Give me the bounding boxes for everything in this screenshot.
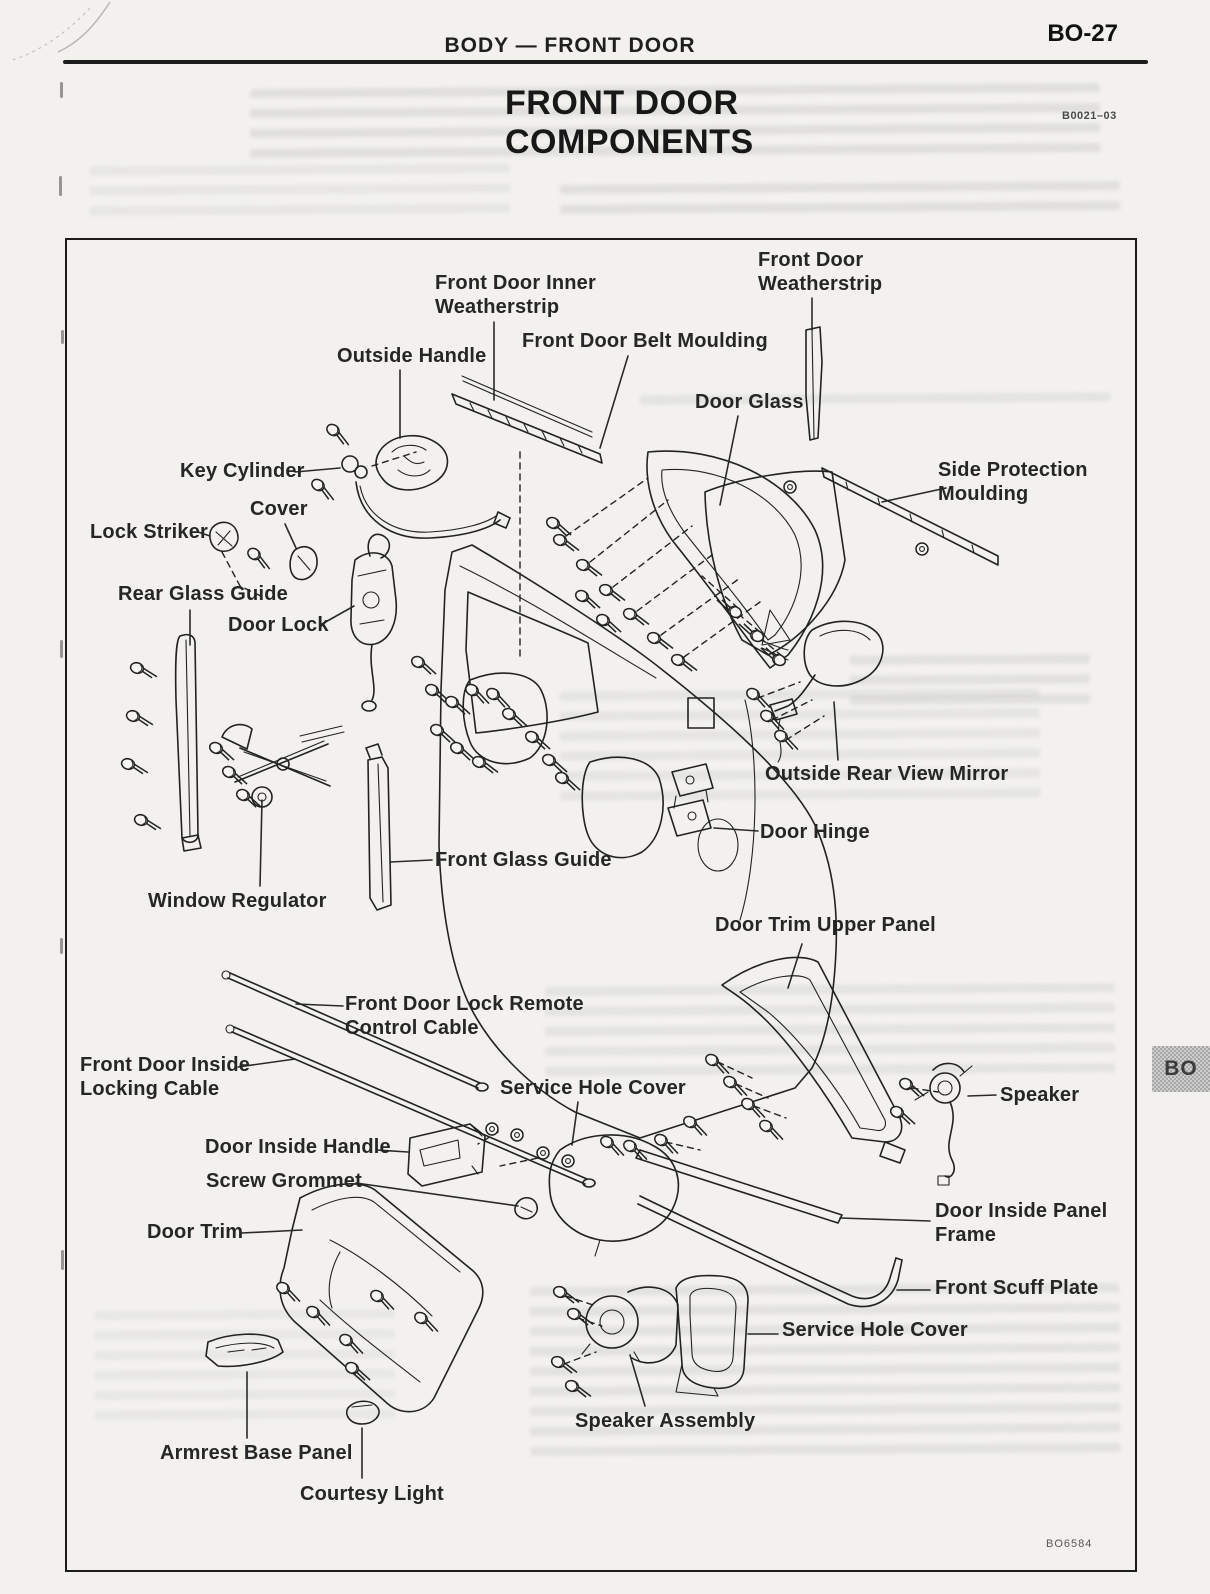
part-label-speaker-assembly: Speaker Assembly: [575, 1410, 756, 1432]
armrest-base-panel-drawing: [206, 1334, 283, 1366]
door-inside-panel-frame-drawing: [636, 1150, 842, 1223]
part-label-door-glass: Door Glass: [695, 391, 804, 413]
leader-lines: [190, 298, 996, 1478]
section-side-tab-label: BO: [1164, 1057, 1198, 1080]
part-label-lock-striker: Lock Striker: [90, 521, 209, 543]
figure-title-line2: COMPONENTS: [505, 123, 754, 161]
part-label-side-protection-moulding: Side Protection Moulding: [938, 459, 1088, 505]
door-hinge-drawing: [668, 764, 713, 836]
front-door-belt-moulding-drawing: [452, 376, 602, 463]
part-label-door-hinge: Door Hinge: [760, 821, 870, 843]
service-hole-cover-upper-drawing: [549, 1135, 678, 1256]
section-side-tab: [1152, 1046, 1210, 1092]
window-frame-drawing: [647, 451, 823, 668]
part-label-front-door-inside-locking-cable: Front Door Inside Locking Cable: [80, 1054, 251, 1100]
door-trim-upper-panel-drawing: [722, 957, 905, 1163]
part-label-outside-handle: Outside Handle: [337, 345, 487, 367]
part-label-door-trim-upper-panel: Door Trim Upper Panel: [715, 914, 936, 936]
courtesy-light-drawing: [347, 1401, 379, 1424]
part-label-outside-rear-view-mirror: Outside Rear View Mirror: [765, 763, 1009, 785]
part-label-door-inside-panel-frame: Door Inside Panel Frame: [935, 1200, 1108, 1246]
part-label-door-trim: Door Trim: [147, 1221, 244, 1243]
part-label-armrest-base-panel: Armrest Base Panel: [160, 1442, 353, 1464]
part-label-door-inside-handle: Door Inside Handle: [205, 1136, 391, 1158]
inside-locking-cable-drawing: [226, 1025, 595, 1187]
part-label-front-door-belt-moulding: Front Door Belt Moulding: [522, 330, 768, 352]
door-glass-drawing: [705, 471, 845, 660]
figure-title-line1: FRONT DOOR: [505, 84, 739, 122]
part-label-service-hole-cover-lower: Service Hole Cover: [782, 1319, 968, 1341]
service-hole-cover-lower-drawing: [676, 1276, 748, 1397]
figure-footer-code: BO6584: [1046, 1538, 1093, 1550]
cover-drawing: [290, 547, 317, 580]
front-scuff-plate-drawing: [638, 1196, 902, 1307]
part-label-screw-grommet: Screw Grommet: [206, 1170, 362, 1192]
outside-handle-drawing: [376, 436, 447, 490]
front-door-weatherstrip-drawing: [806, 327, 822, 440]
part-label-front-door-inner-weatherstrip: Front Door Inner Weatherstrip: [435, 272, 596, 318]
screw-grommet-drawing: [515, 1198, 537, 1219]
figure-code: B0021–03: [1062, 110, 1117, 122]
part-label-front-glass-guide: Front Glass Guide: [435, 849, 612, 871]
part-label-front-door-weatherstrip: Front Door Weatherstrip: [758, 249, 883, 295]
rear-glass-guide-drawing: [176, 635, 201, 851]
part-label-speaker: Speaker: [1000, 1084, 1080, 1106]
page-number: BO-27: [1047, 20, 1118, 47]
part-label-cover: Cover: [250, 498, 308, 520]
front-glass-guide-drawing: [366, 744, 391, 910]
part-label-door-lock: Door Lock: [228, 614, 329, 636]
section-title: BODY — FRONT DOOR: [444, 34, 696, 57]
door-inside-handle-drawing: [408, 1124, 485, 1186]
door-lock-drawing: [351, 534, 396, 711]
part-label-service-hole-cover-upper: Service Hole Cover: [500, 1077, 686, 1099]
key-cylinder-drawing: [342, 456, 510, 538]
part-label-front-door-lock-remote-control-cable: Front Door Lock Remote Control Cable: [345, 993, 584, 1039]
part-label-front-scuff-plate: Front Scuff Plate: [935, 1277, 1099, 1299]
assembly-dashed-lines: [222, 452, 938, 1364]
outside-rear-view-mirror-drawing: [770, 621, 883, 762]
part-label-key-cylinder: Key Cylinder: [180, 460, 305, 482]
part-label-window-regulator: Window Regulator: [148, 890, 327, 912]
part-label-rear-glass-guide: Rear Glass Guide: [118, 583, 288, 605]
lock-striker-drawing: [210, 522, 275, 571]
part-label-courtesy-light: Courtesy Light: [300, 1483, 444, 1505]
speaker-drawing: [915, 1063, 972, 1185]
